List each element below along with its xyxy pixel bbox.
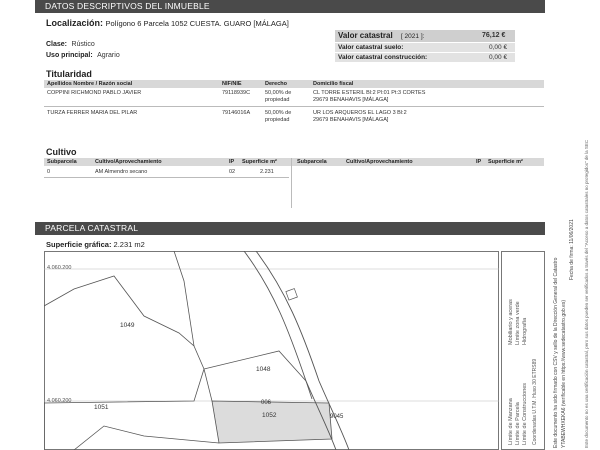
valor-title: Valor catastral <box>338 31 393 40</box>
valor-construccion-label: Valor catastral construcción: <box>338 54 428 61</box>
titular-1-dom1: CL TORRE ESTERIL Bl:2 Pl:01 Pt:3 CORTES <box>313 90 426 96</box>
section-header-datos: DATOS DESCRIPTIVOS DEL INMUEBLE <box>35 0 545 13</box>
cultivo-1-sub: 0 <box>47 169 51 175</box>
titular-1-derecho1: 50,00% de <box>265 90 292 96</box>
map-grid <box>44 269 499 401</box>
titularidad-title: Titularidad <box>46 69 92 79</box>
cultivo-col-cultivo-2: Cultivo/Aprovechamiento <box>346 159 413 165</box>
titularidad-col-derecho: Derecho <box>265 81 288 87</box>
titularidad-col-domicilio: Domicilio fiscal <box>313 81 354 87</box>
plot-label-1049: 1049 <box>120 322 135 329</box>
valor-title-row <box>338 31 424 40</box>
titular-1-dom2: 29679 BENAHAVIS [MÁLAGA] <box>313 97 389 103</box>
csv-text: Este documento ha sido firmado con CSV y sello de la Dirección General del Catastro <box>553 257 559 448</box>
titularidad-row-divider <box>44 106 544 107</box>
legend-item-construcciones: Límite de Construcciones <box>522 382 528 445</box>
plot-label-006: 006 <box>261 400 272 406</box>
valor-suelo-label: Valor catastral suelo: <box>338 44 404 51</box>
titular-2-derecho2: propiedad <box>265 117 290 123</box>
uso-row <box>46 44 120 62</box>
titular-1-nombre: COPPINI RICHMOND PABLO JAVIER <box>47 90 142 96</box>
titular-2-nif: 79146016A <box>222 110 251 116</box>
legend-item-parcela: Límite de Parcela <box>515 402 521 445</box>
uso-value: Agrario <box>97 52 120 59</box>
valor-year: [ 2021 ]: <box>400 33 425 40</box>
cultivo-col-subparcela-2: Subparcela <box>297 159 327 165</box>
clase-value: Rústico <box>71 41 95 48</box>
plot-label-1051: 1051 <box>94 404 109 411</box>
superficie-label: Superficie gráfica: <box>46 240 112 249</box>
cultivo-col-subparcela: Subparcela <box>47 159 77 165</box>
cultivo-col-ip-2: IP <box>476 159 482 165</box>
coord-top: 4.060.200 <box>47 265 72 271</box>
plot-label-1048: 1048 <box>256 366 271 373</box>
section-header-parcela: PARCELA CATASTRAL <box>35 222 545 235</box>
titular-2-dom1: UR LOS ARQUEROS EL LAGO 3 Bl:2 <box>313 110 407 116</box>
localizacion-label: Localización: <box>46 18 104 28</box>
cultivo-col-superficie: Superficie m² <box>242 159 277 165</box>
superficie-value: 2.231 m2 <box>113 240 145 249</box>
cultivo-col-ip: IP <box>229 159 235 165</box>
plot-label-1052: 1052 <box>262 412 277 419</box>
localizacion-value: Polígono 6 Parcela 1052 CUESTA. GUARO [MÁLAGA] <box>105 19 289 28</box>
clase-label: Clase: <box>46 41 68 48</box>
superficie-row <box>46 240 145 249</box>
cadastral-map <box>44 251 499 450</box>
fecha-firma: Fecha de firma: 11/06/2021 <box>569 219 575 280</box>
titular-2-dom2: 29679 BENAHAVIS [MÁLAGA] <box>313 117 389 123</box>
valor-total: 76,12 € <box>482 32 506 39</box>
legend-item-hidrografia: Hidrografía <box>522 317 528 345</box>
cultivo-col-cultivo: Cultivo/Aprovechamiento <box>95 159 162 165</box>
plot-label-9045: 9045 <box>330 414 344 420</box>
valor-suelo-value: 0,00 € <box>489 44 508 51</box>
valor-construccion-value: 0,00 € <box>489 54 508 61</box>
localizacion-row <box>46 18 289 28</box>
titular-1-derecho2: propiedad <box>265 97 290 103</box>
cultivo-1-ip: 02 <box>229 169 236 175</box>
titularidad-col-nombre: Apellidos Nombre / Razón social <box>47 81 133 87</box>
coord-left: 4.060.200 <box>47 398 72 404</box>
titular-1-nif: 79118939C <box>222 90 251 96</box>
cultivo-col-superficie-2: Superficie m² <box>488 159 523 165</box>
uso-label: Uso principal: <box>46 52 93 59</box>
sidebar-notice: Este documento no es una certificación catastral, pero sus datos pueden ser verificados a través del "Acceso a datos catastrales no protegidos" de la SEC <box>584 139 589 448</box>
cultivo-1-cultivo: AM Almendro secano <box>95 169 148 175</box>
parcel-1052-shape <box>212 401 332 443</box>
cultivo-row-divider <box>44 177 289 178</box>
cultivo-column-separator <box>291 158 292 208</box>
building-shape <box>286 289 298 301</box>
coords-note: Coordenadas U.T.M. Huso 30 ETRS89 <box>532 358 538 445</box>
legend-item-mobiliario: Mobiliario y aceras <box>508 299 514 345</box>
legend-item-manzana: Límite de Manzana <box>508 398 514 445</box>
titular-2-nombre: TURZA FERRER MARIA DEL PILAR <box>47 110 138 116</box>
legend-item-zona-verde: Límite zona verde <box>515 301 521 345</box>
titular-2-derecho1: 50,00% de <box>265 110 292 116</box>
csv-code: YTABEWHXEKA6 (verificable en https://www.sedecatastro.gob.es) <box>561 299 567 448</box>
titularidad-col-nif: NIF/NIE <box>222 81 242 87</box>
cultivo-1-sup: 2.231 <box>260 169 274 175</box>
cultivo-title: Cultivo <box>46 147 77 157</box>
